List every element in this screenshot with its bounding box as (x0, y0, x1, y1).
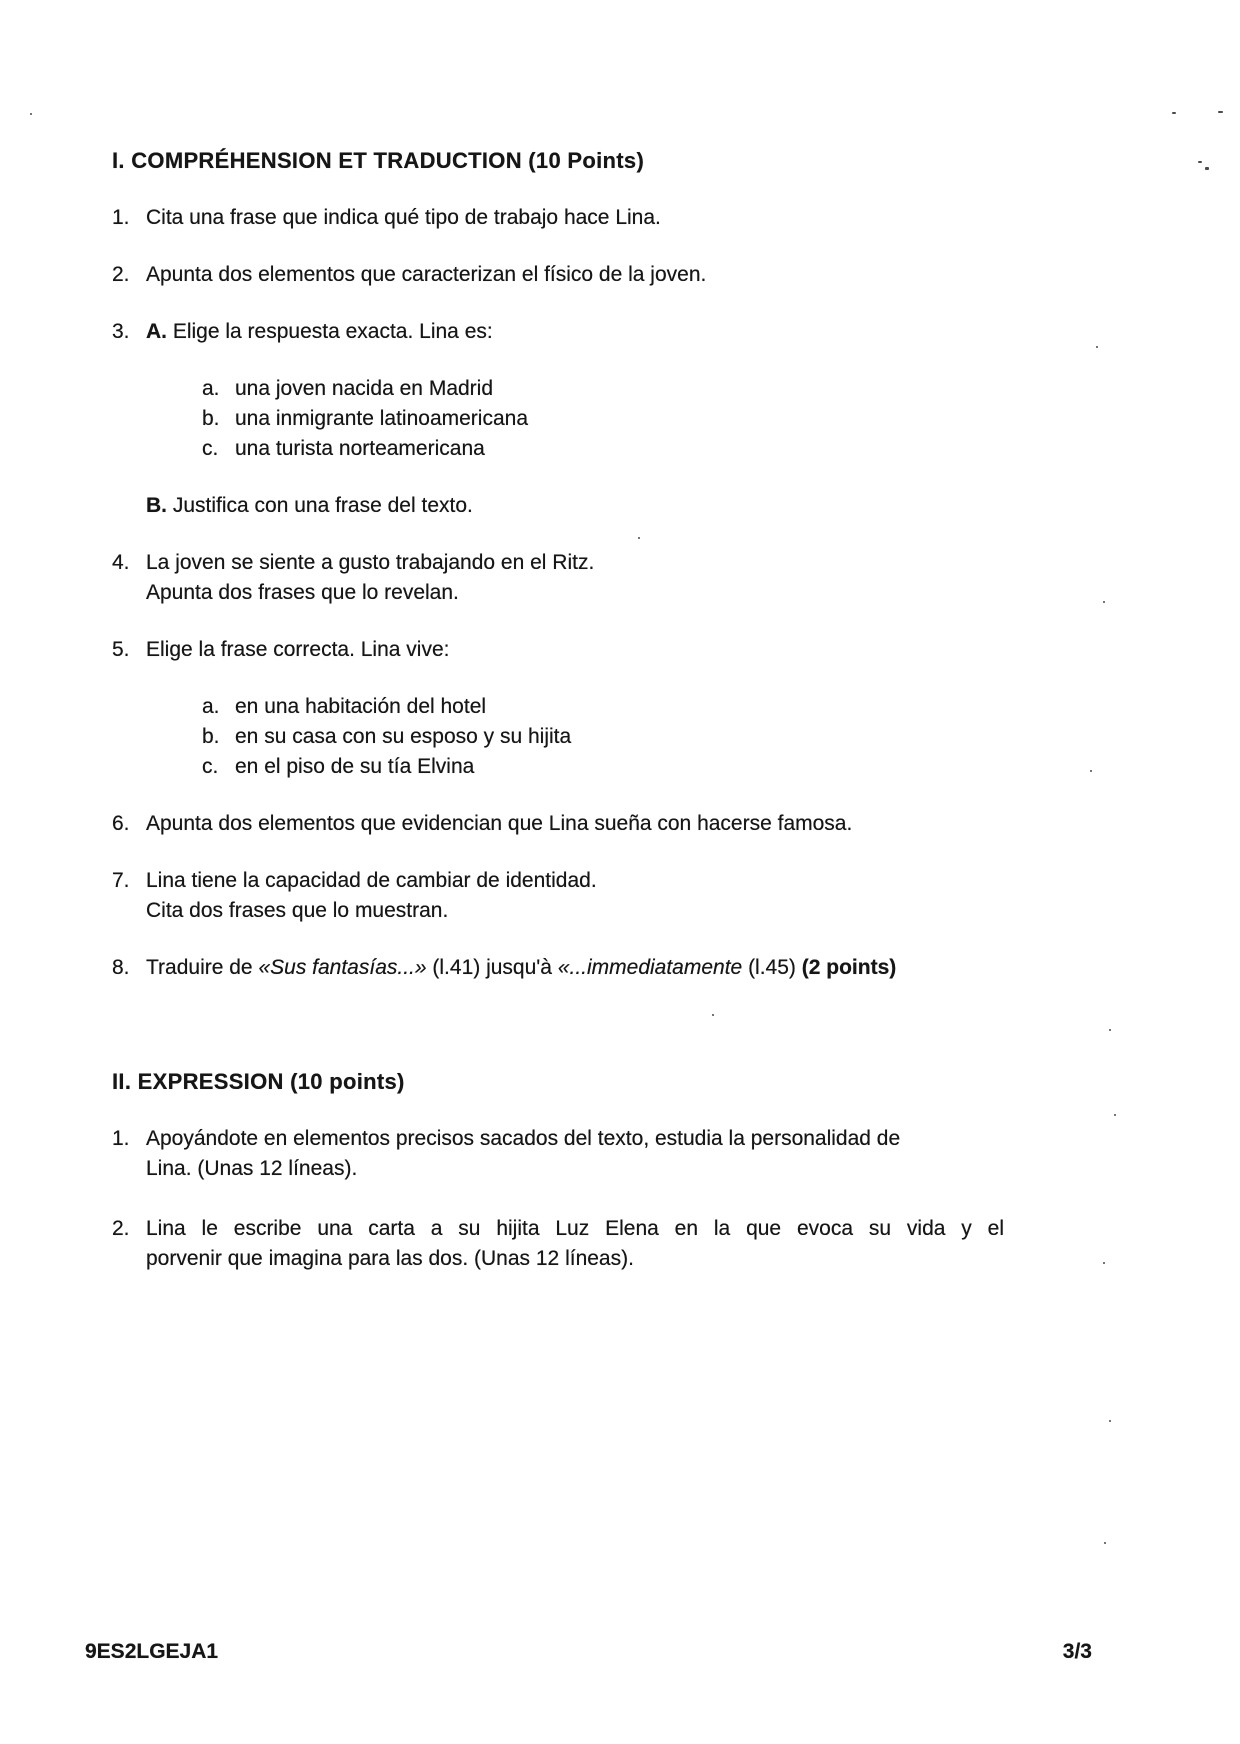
option-text: en su casa con su esposo y su hijita (235, 725, 572, 748)
expression-question-1 (112, 1124, 1004, 1184)
question-number: 1. (112, 206, 130, 229)
question-text (146, 953, 1004, 983)
question-text-line: Cita dos frases que lo muestran. (146, 899, 449, 922)
question-text-line: La joven se siente a gusto trabajando en el Ritz. (146, 551, 595, 574)
option-row (202, 404, 1004, 434)
scan-speck (1109, 1420, 1111, 1422)
question-text-line: porvenir que imagina para las dos. (Unas 12 líneas). (146, 1247, 634, 1270)
question-1 (112, 203, 1004, 233)
question-3-part-a (112, 317, 1004, 347)
quoted-phrase-end: «...immediatamente (557, 956, 743, 979)
scan-speck (1205, 167, 1209, 170)
option-letter: c. (202, 437, 219, 460)
option-row (202, 692, 1004, 722)
option-text: en el piso de su tía Elvina (235, 755, 475, 778)
question-3-options (202, 374, 1004, 464)
question-8 (112, 953, 1004, 983)
question-6 (112, 809, 1004, 839)
question-number: 7. (112, 869, 130, 892)
scan-speck (1104, 1542, 1106, 1544)
scan-speck (1198, 161, 1202, 163)
part-a-label: A. (146, 320, 167, 343)
scan-speck (1096, 346, 1098, 348)
scan-speck (638, 537, 640, 539)
option-row (202, 752, 1004, 782)
option-text: una joven nacida en Madrid (235, 377, 494, 400)
expression-question-2 (112, 1214, 1004, 1274)
question-7 (112, 866, 1004, 926)
part-b-label: B. (146, 494, 167, 517)
option-letter: b. (202, 407, 220, 430)
scan-speck (1090, 770, 1092, 772)
question-text-line: Lina tiene la capacidad de cambiar de identidad. (146, 869, 597, 892)
question-number: 2. (112, 1217, 130, 1240)
translate-instruction: Traduire de (146, 956, 259, 979)
scan-speck (1218, 111, 1223, 113)
exam-content (112, 146, 1004, 1301)
question-5 (112, 635, 1004, 665)
option-row (202, 722, 1004, 752)
question-text: Apunta dos elementos que evidencian que Lina sueña con hacerse famosa. (146, 812, 853, 835)
question-text-line: Lina le escribe una carta a su hijita Luz Elena en la que evoca su vida y el (146, 1217, 1004, 1240)
footer-doc-code: 9ES2LGEJA1 (85, 1640, 219, 1663)
section-1-title: I. COMPRÉHENSION ET TRADUCTION (10 Points) (112, 148, 645, 173)
question-number: 8. (112, 956, 130, 979)
option-letter: b. (202, 725, 220, 748)
question-text (146, 317, 1004, 347)
question-2 (112, 260, 1004, 290)
option-text: una turista norteamericana (235, 437, 485, 460)
scan-speck (1103, 601, 1105, 603)
question-text: Cita una frase que indica qué tipo de trabajo hace Lina. (146, 206, 661, 229)
question-text-line: Lina. (Unas 12 líneas). (146, 1157, 358, 1180)
points-label: (2 points) (801, 956, 897, 979)
question-number: 5. (112, 638, 130, 661)
question-4 (112, 548, 1004, 608)
question-text (146, 491, 1004, 521)
option-letter: a. (202, 377, 220, 400)
scan-speck (1114, 1114, 1116, 1116)
question-number: 2. (112, 263, 130, 286)
option-letter: a. (202, 695, 220, 718)
question-3-part-b (112, 491, 1004, 521)
question-number: 4. (112, 551, 130, 574)
option-letter: c. (202, 755, 219, 778)
option-text: en una habitación del hotel (235, 695, 487, 718)
page-footer (85, 1638, 1092, 1666)
line-reference: (l.41) jusqu'à (426, 956, 558, 979)
scan-speck (1103, 1262, 1105, 1264)
part-b-text: Justifica con una frase del texto. (172, 494, 473, 517)
scan-speck (1109, 1029, 1111, 1031)
option-row (202, 374, 1004, 404)
question-text: Elige la frase correcta. Lina vive: (146, 638, 450, 661)
footer-page-number: 3/3 (1062, 1640, 1092, 1663)
line-reference: (l.45) (742, 956, 802, 979)
section-2-title: II. EXPRESSION (10 points) (112, 1069, 405, 1094)
option-row (202, 434, 1004, 464)
question-number: 1. (112, 1127, 130, 1150)
scan-speck (712, 1014, 714, 1016)
option-text: una inmigrante latinoamericana (235, 407, 529, 430)
question-text: Apunta dos elementos que caracterizan el físico de la joven. (146, 263, 707, 286)
question-text-line: Apoyándote en elementos precisos sacados del texto, estudia la personalidad de (146, 1127, 901, 1150)
question-number-spacer (112, 491, 146, 521)
question-text-line: Apunta dos frases que lo revelan. (146, 581, 459, 604)
question-number: 6. (112, 812, 130, 835)
scan-speck (1172, 112, 1176, 114)
scan-speck (30, 113, 32, 115)
question-5-options (202, 692, 1004, 782)
question-number: 3. (112, 320, 130, 343)
part-a-text: Elige la respuesta exacta. Lina es: (172, 320, 493, 343)
quoted-phrase-start: «Sus fantasías...» (258, 956, 427, 979)
